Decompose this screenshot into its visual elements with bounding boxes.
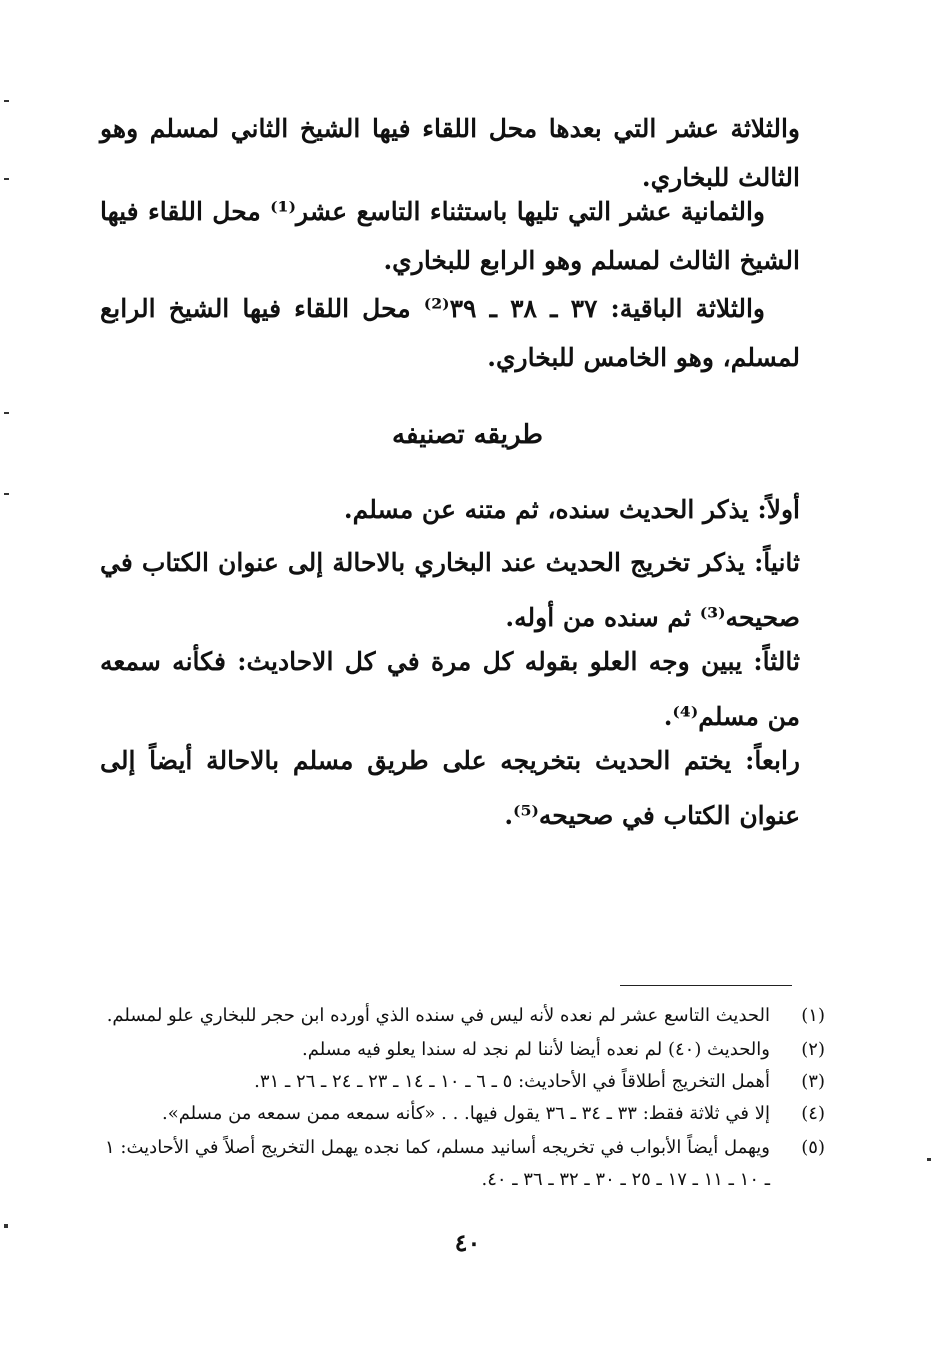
scan-mark xyxy=(4,178,9,180)
footnote-text: ويهمل أيضاً الأبواب في تخريجه أسانيد مسلم، كما نجده يهمل التخريج أصلاً في الأحاديث: ١ ـ ١٠ ـ ١١ ـ ١٧ ـ ٢٥ ـ ٣٠ ـ ٣٢ ـ ٣٦ ـ ٤٠. xyxy=(105,1137,770,1190)
paragraph-2: والثمانية عشر التي تليها باستثناء التاسع عشر⁽¹⁾ محل اللقاء فيها الشيخ الثالث لمسلم وهو الرابع للبخاري. xyxy=(100,197,800,275)
footnote-text: الحديث التاسع عشر لم نعده لأنه ليس في سنده الذي أورده ابن حجر للبخاري علو لمسلم. xyxy=(106,1005,770,1026)
scan-mark xyxy=(927,1158,931,1161)
list-item-3 xyxy=(100,634,800,744)
list-item-4 xyxy=(100,733,800,843)
footnote-separator xyxy=(620,985,792,986)
footnote-3 xyxy=(105,1066,825,1098)
footnote-5 xyxy=(105,1132,825,1196)
list-item-2 xyxy=(100,535,800,645)
footnote-1 xyxy=(105,1000,825,1032)
footnote-text: والحديث (٤٠) لم نعده أيضا لأننا لم نجد له سندا يعلو فيه مسلم. xyxy=(302,1039,770,1060)
item-lead: ثالثاً: xyxy=(753,647,800,676)
item-text: يبين وجه العلو بقوله كل مرة في كل الاحاديث: فكأنه سمعه من مسلم⁽⁴⁾. xyxy=(100,647,800,731)
footnote-4 xyxy=(105,1098,825,1130)
item-lead: أولاً: xyxy=(757,495,800,524)
scan-mark xyxy=(4,412,9,414)
item-text: يختم الحديث بتخريجه على طريق مسلم بالاحالة أيضاً إلى عنوان الكتاب في صحيحه⁽⁵⁾. xyxy=(100,746,800,830)
paragraph-1: والثلاثة عشر التي بعدها محل اللقاء فيها الشيخ الثاني لمسلم وهو الثالث للبخاري. xyxy=(100,114,800,192)
footnote-number: (٢) xyxy=(801,1039,825,1060)
item-lead: رابعاً: xyxy=(745,746,800,775)
footnote-number: (٥) xyxy=(801,1137,825,1158)
scan-mark xyxy=(4,1224,8,1228)
footnote-2 xyxy=(105,1034,825,1066)
page-number: ٤٠ xyxy=(454,1228,481,1257)
scan-mark xyxy=(4,100,9,102)
paragraph-3: والثلاثة الباقية: ٣٧ ـ ٣٨ ـ ٣٩⁽²⁾ محل اللقاء فيها الشيخ الرابع لمسلم، وهو الخامس للبخاري. xyxy=(100,294,800,372)
item-text: يذكر الحديث سنده، ثم متنه عن مسلم. xyxy=(343,495,749,524)
section-heading: طريقه تصنيفه xyxy=(392,420,543,450)
footnote-number: (٣) xyxy=(801,1071,825,1092)
footnote-text: إلا في ثلاثة فقط: ٣٣ ـ ٣٤ ـ ٣٦ يقول فيها. . . «كأنه سمعه ممن سمعه من مسلم». xyxy=(161,1103,770,1124)
list-item-1 xyxy=(100,482,800,537)
main-text xyxy=(100,0,800,400)
footnote-number: (١) xyxy=(801,1005,825,1026)
footnote-number: (٤) xyxy=(801,1103,825,1124)
item-lead: ثانياً: xyxy=(754,548,800,577)
scan-mark xyxy=(4,493,9,495)
footnote-text: أهمل التخريج أطلاقاً في الأحاديث: ٥ ـ ٦ ـ ١٠ ـ ١٤ ـ ٢٣ ـ ٢٤ ـ ٢٦ ـ ٣١. xyxy=(254,1071,770,1092)
item-text: يذكر تخريج الحديث عند البخاري بالاحالة إلى عنوان الكتاب في صحيحه⁽³⁾ ثم سنده من أوله. xyxy=(100,548,800,632)
